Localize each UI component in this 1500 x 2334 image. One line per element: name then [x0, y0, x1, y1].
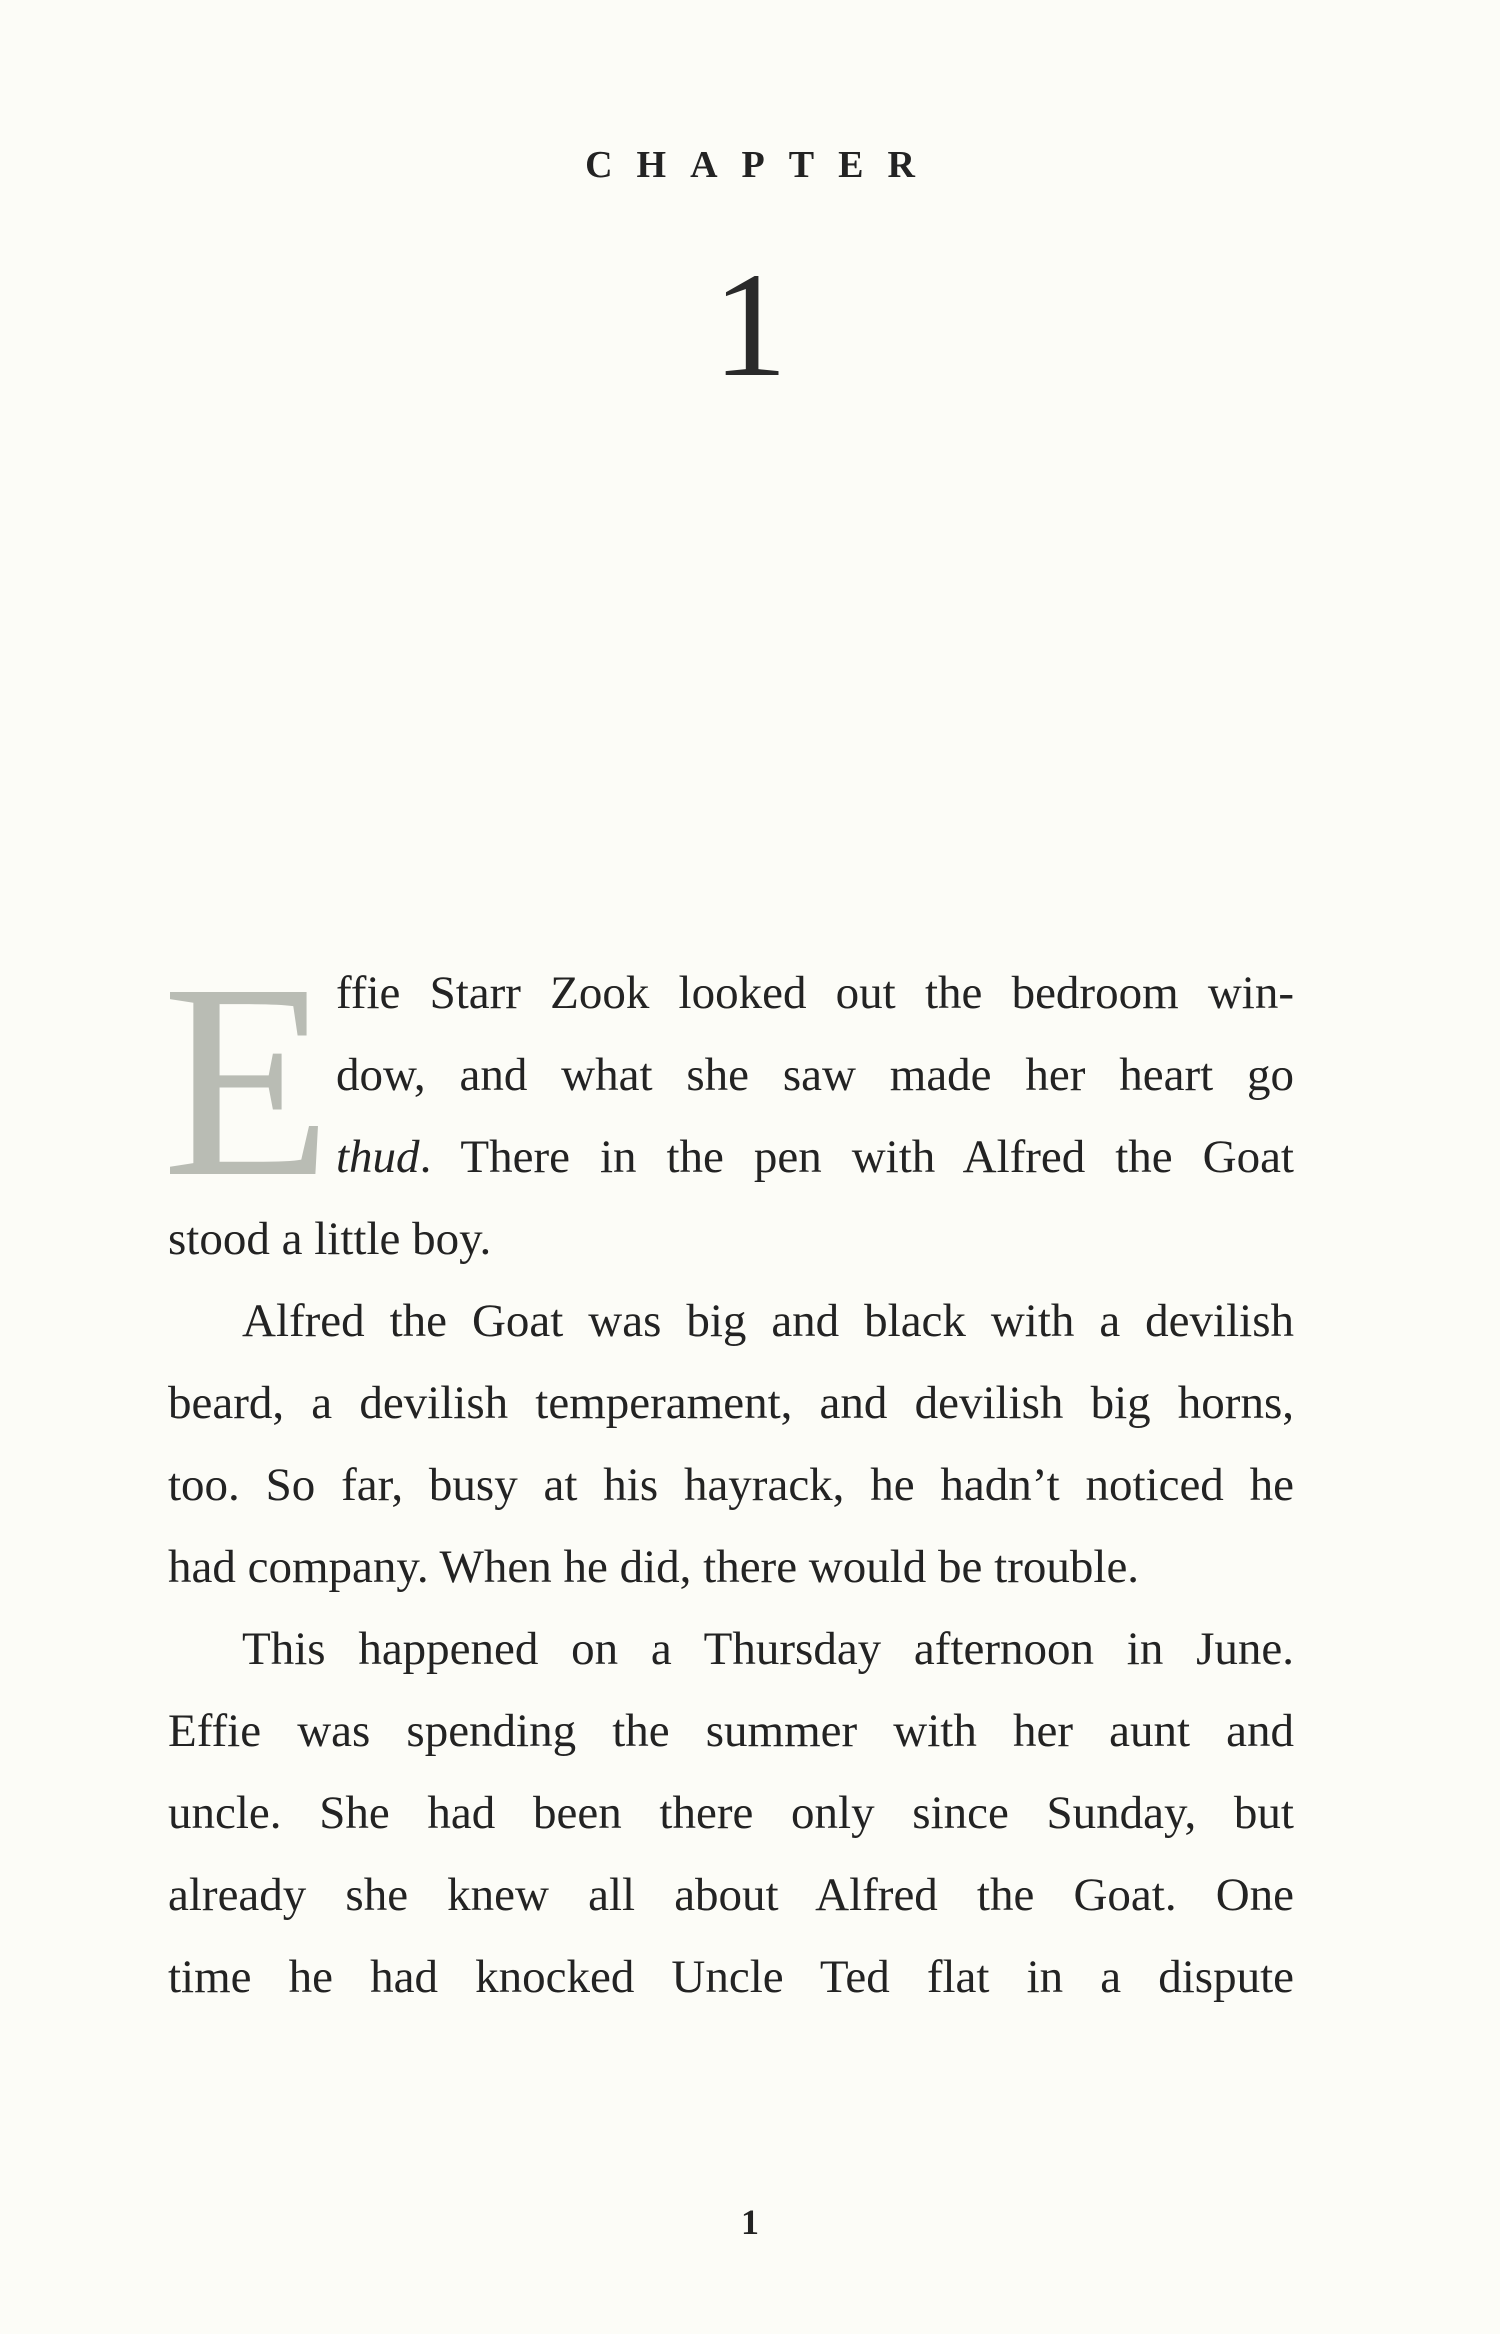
- paragraph-3-line-2: Effie was spending the summer with her aunt and: [168, 1705, 1294, 1757]
- paragraph-3-line-3: uncle. She had been there only since Sunday, but: [168, 1787, 1294, 1839]
- paragraph-3-line-1: This happened on a Thursday afternoon in June.: [242, 1623, 1294, 1675]
- paragraph-1-line-2: dow, and what she saw made her heart go: [336, 1049, 1294, 1101]
- paragraph-2-line-1: Alfred the Goat was big and black with a devilish: [242, 1295, 1294, 1347]
- chapter-label: CHAPTER: [585, 144, 939, 186]
- paragraph-1-line-3: thud. There in the pen with Alfred the Goat: [336, 1131, 1294, 1183]
- emphasis-word: thud: [336, 1131, 420, 1183]
- body-text: [168, 952, 1294, 2018]
- paragraph-3-line-5: time he had knocked Uncle Ted flat in a dispute: [168, 1951, 1294, 2003]
- page-number: 1: [741, 2202, 759, 2242]
- paragraph-2-line-3: too. So far, busy at his hayrack, he hadn’t noticed he: [168, 1459, 1294, 1511]
- paragraph-1-line-1: ffie Starr Zook looked out the bedroom win-: [336, 967, 1294, 1019]
- chapter-number: 1: [712, 242, 788, 408]
- paragraph-2-line-4: had company. When he did, there would be trouble.: [168, 1541, 1140, 1593]
- paragraph-2-line-2: beard, a devilish temperament, and devilish big horns,: [168, 1377, 1294, 1429]
- paragraph-1-line-4: stood a little boy.: [168, 1213, 492, 1265]
- paragraph-3-line-4: already she knew all about Alfred the Goat. One: [168, 1869, 1294, 1921]
- drop-cap-letter: E: [162, 927, 332, 1235]
